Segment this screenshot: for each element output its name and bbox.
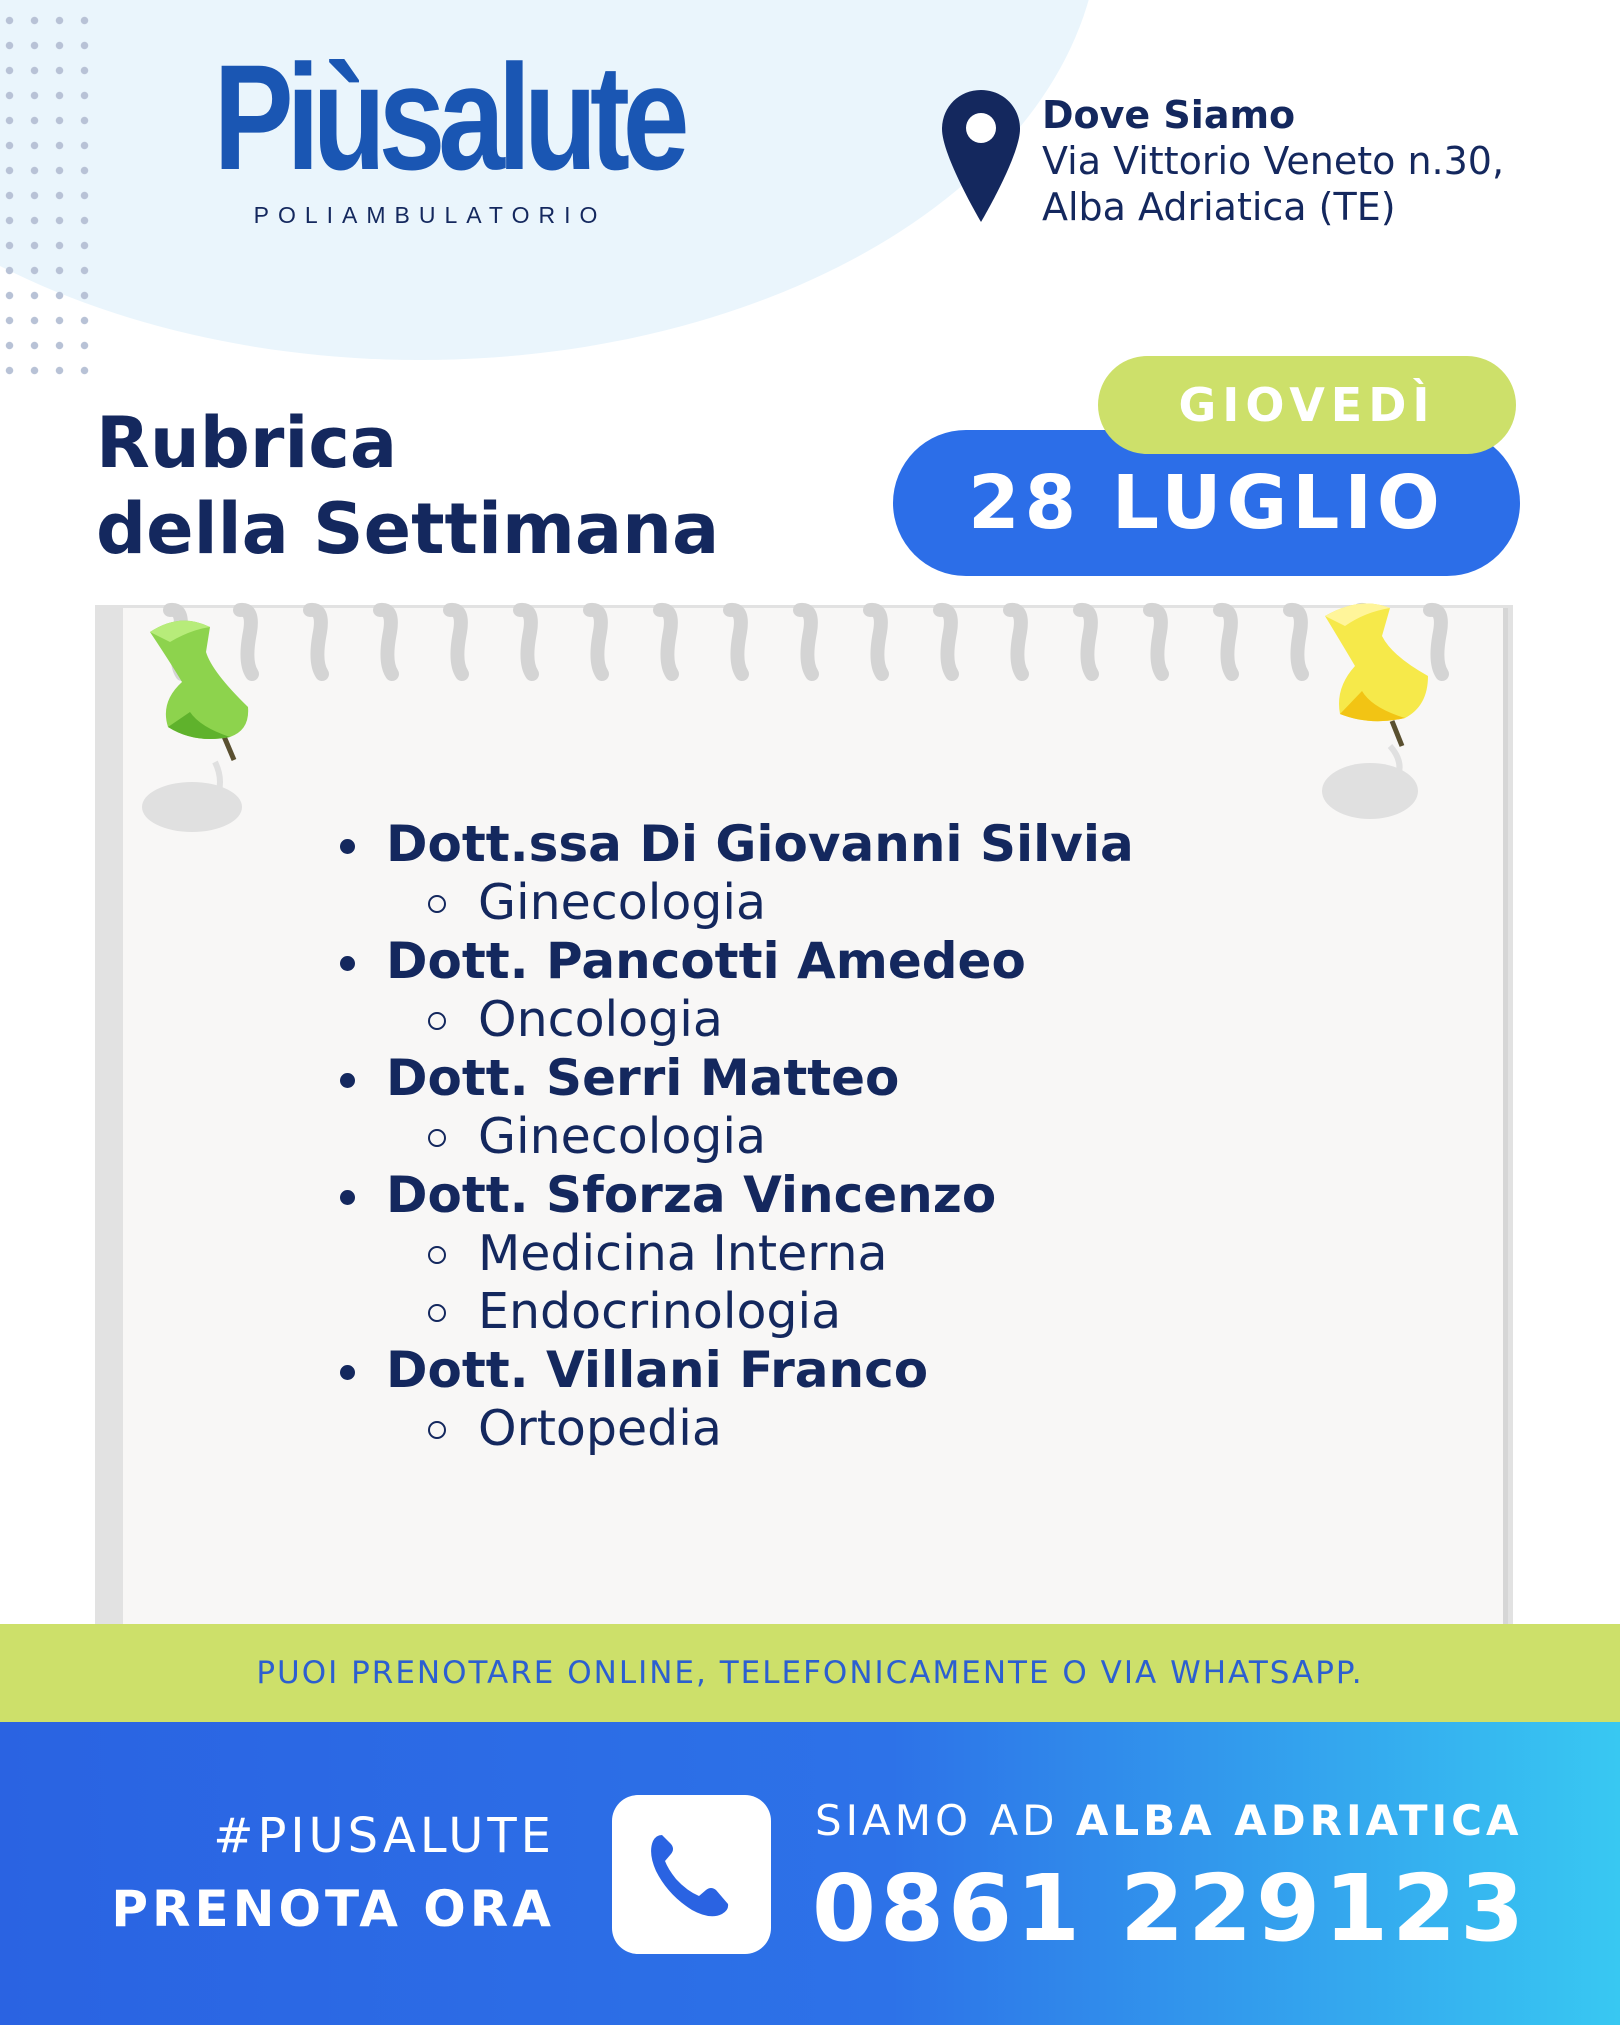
binding-ring: [870, 610, 882, 674]
binding-ring: [1010, 610, 1022, 674]
doctor-name: Dott. Villani Franco: [386, 1341, 929, 1399]
binding-ring: [310, 610, 322, 674]
address-block: [1042, 92, 1504, 230]
location-city: ALBA ADRIATICA: [1075, 1796, 1523, 1845]
booking-note: PUOI PRENOTARE ONLINE, TELEFONICAMENTE O VIA WHATSAPP.: [0, 1624, 1620, 1722]
specialty-item: Oncologia: [386, 991, 1336, 1049]
specialty-item: Medicina Interna: [386, 1225, 1336, 1283]
binding-ring: [730, 610, 742, 674]
notepad-binding-rings: [140, 602, 1480, 682]
page-title-line-1: Rubrica: [96, 402, 398, 484]
hashtag-text: #PIUSALUTE: [213, 1808, 555, 1864]
doctor-name: Dott. Serri Matteo: [386, 1049, 900, 1107]
phone-button[interactable]: [612, 1795, 771, 1954]
binding-ring: [1220, 610, 1232, 674]
specialty-item: Endocrinologia: [386, 1283, 1336, 1341]
dot-pattern-decoration: [0, 0, 100, 385]
doctor-item: [336, 815, 1336, 932]
binding-ring: [380, 610, 392, 674]
map-pin-icon: [940, 88, 1022, 224]
address-city: Alba Adriatica (TE): [1042, 185, 1396, 229]
brand-subtitle: POLIAMBULATORIO: [253, 202, 607, 228]
specialty-list: [386, 1225, 1336, 1341]
binding-ring: [940, 610, 952, 674]
binding-ring: [520, 610, 532, 674]
binding-ring: [800, 610, 812, 674]
doctor-item: [336, 1049, 1336, 1166]
location-text: [815, 1796, 1522, 1845]
doctor-name: Dott. Pancotti Amedeo: [386, 932, 1026, 990]
day-badge: GIOVEDÌ: [1098, 356, 1516, 454]
binding-ring: [1080, 610, 1092, 674]
binding-ring: [1150, 610, 1162, 674]
specialty-item: Ortopedia: [386, 1400, 1336, 1458]
specialty-list: [386, 1108, 1336, 1166]
binding-ring: [1290, 610, 1302, 674]
binding-ring: [450, 610, 462, 674]
specialty-item: Ginecologia: [386, 874, 1336, 932]
date-badge: 28 LUGLIO: [968, 460, 1445, 546]
binding-ring: [590, 610, 602, 674]
page-title: [96, 400, 719, 572]
doctor-item: [336, 932, 1336, 1049]
specialty-item: Ginecologia: [386, 1108, 1336, 1166]
doctor-item: [336, 1341, 1336, 1458]
address-title: Dove Siamo: [1042, 93, 1296, 137]
phone-number[interactable]: 0861 229123: [812, 1855, 1529, 1962]
specialty-list: [386, 874, 1336, 932]
brand-name: Piùsalute: [213, 33, 683, 201]
location-prefix: SIAMO AD: [815, 1796, 1076, 1845]
doctor-list: [336, 815, 1336, 1458]
binding-ring: [660, 610, 672, 674]
green-pushpin-icon: [140, 612, 270, 832]
brand-logo: [155, 33, 685, 229]
page-title-line-2: della Settimana: [96, 488, 720, 570]
doctor-name: Dott.ssa Di Giovanni Silvia: [386, 815, 1134, 873]
phone-icon: [612, 1795, 771, 1954]
specialty-list: [386, 1400, 1336, 1458]
specialty-list: [386, 991, 1336, 1049]
doctor-item: [336, 1166, 1336, 1341]
address-street: Via Vittorio Veneto n.30,: [1042, 139, 1505, 183]
book-now-label[interactable]: PRENOTA ORA: [111, 1880, 555, 1938]
yellow-pushpin-icon: [1310, 596, 1445, 826]
doctor-name: Dott. Sforza Vincenzo: [386, 1166, 997, 1224]
